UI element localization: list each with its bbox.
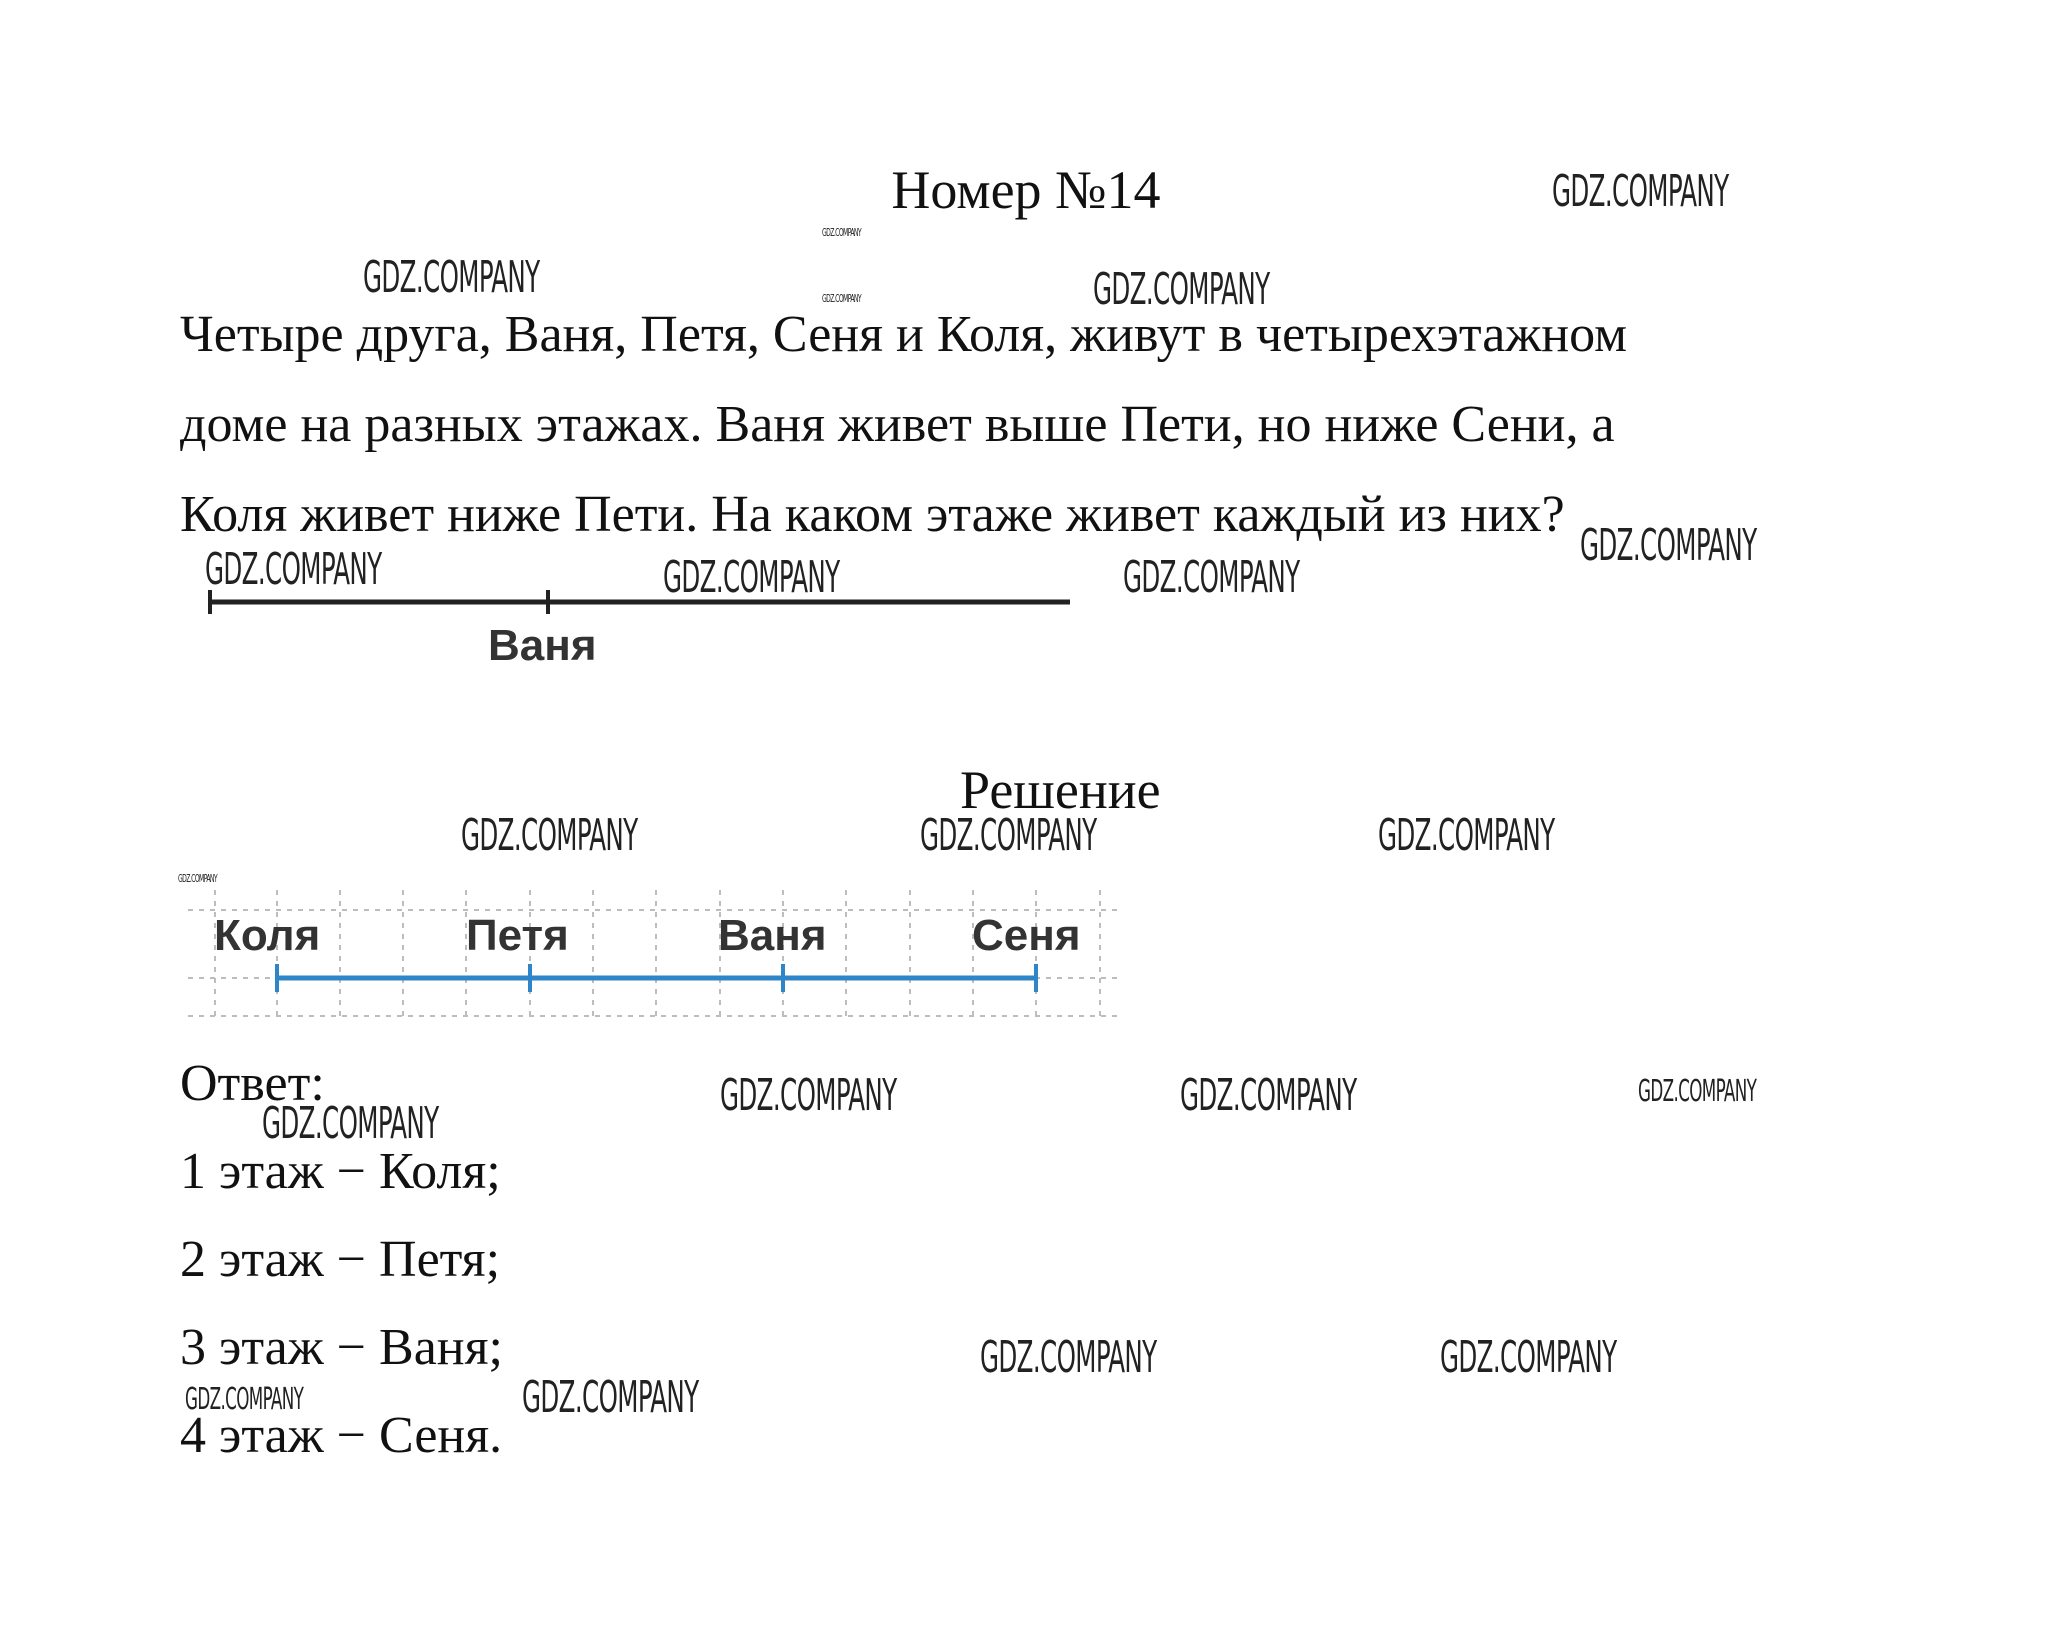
answer-line: 2 этаж − Петя; — [180, 1231, 501, 1288]
watermark: GDZ.COMPANY — [1180, 1070, 1357, 1121]
label-senya: Сеня — [972, 911, 1081, 960]
answer-line: 1 этаж − Коля; — [180, 1143, 501, 1200]
watermark: GDZ.COMPANY — [461, 810, 638, 861]
label-kolya: Коля — [214, 911, 321, 960]
watermark: GDZ.COMPANY — [1093, 264, 1270, 315]
problem-text — [180, 290, 1880, 560]
watermark: GDZ.COMPANY — [663, 552, 840, 603]
label-vanya: Ваня — [718, 911, 827, 960]
watermark: GDZ.COMPANY — [262, 1098, 439, 1149]
watermark: GDZ.COMPANY — [205, 544, 382, 595]
problem-line: Коля живет ниже Пети. На каком этаже живет каждый из них? — [180, 486, 1565, 543]
watermark: GDZ.COMPANY — [1440, 1332, 1617, 1383]
watermark: GDZ.COMPANY — [980, 1332, 1157, 1383]
watermark: GDZ.COMPANY — [720, 1070, 897, 1121]
watermark: GDZ.COMPANY — [363, 252, 540, 303]
given-label-vanya: Ваня — [488, 621, 597, 670]
solution-title: Решение — [960, 760, 1161, 820]
answer-line: 3 этаж − Ваня; — [180, 1319, 503, 1376]
answer-heading: Ответ: — [180, 1055, 325, 1112]
watermark: GDZ.COMPANY — [178, 872, 218, 885]
page-title: Номер №14 — [891, 160, 1161, 220]
watermark: GDZ.COMPANY — [1580, 520, 1757, 571]
label-petya: Петя — [466, 911, 569, 960]
watermark: GDZ.COMPANY — [822, 292, 862, 305]
watermark: GDZ.COMPANY — [1552, 166, 1729, 217]
problem-line: доме на разных этажах. Ваня живет выше Пети, но ниже Сени, а — [180, 396, 1615, 453]
answer-line: 4 этаж − Сеня. — [180, 1407, 503, 1464]
watermark: GDZ.COMPANY — [920, 810, 1097, 861]
watermark: GDZ.COMPANY — [185, 1382, 304, 1417]
watermark: GDZ.COMPANY — [1638, 1074, 1757, 1109]
grid — [188, 890, 1120, 1022]
watermark: GDZ.COMPANY — [1378, 810, 1555, 861]
problem-line: Четыре друга, Ваня, Петя, Сеня и Коля, живут в четырехэтажном — [180, 306, 1627, 363]
watermark: GDZ.COMPANY — [522, 1372, 699, 1423]
watermark: GDZ.COMPANY — [822, 226, 862, 239]
watermark: GDZ.COMPANY — [1123, 552, 1300, 603]
answer-block — [180, 1040, 503, 1480]
